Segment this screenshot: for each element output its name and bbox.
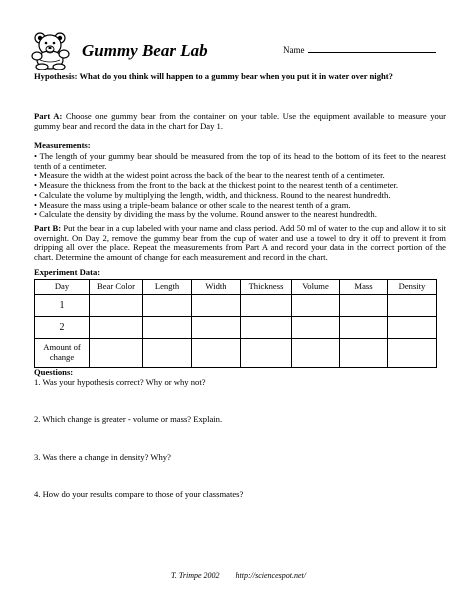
part-b xyxy=(34,224,446,263)
measurement-item: • Measure the mass using a triple-beam balance or other scale to the nearest tenth of a gram. xyxy=(34,199,351,210)
questions-heading: Questions: xyxy=(34,367,74,377)
question-item: 1. Was your hypothesis correct? Why or why not? xyxy=(34,377,206,387)
column-header: Width xyxy=(192,280,241,295)
measurement-item: • The length of your gummy bear should be measured from the top of its head to the bottom of its feet to the nearest tenth of a centimeter. xyxy=(34,151,446,171)
table-cell[interactable] xyxy=(90,317,143,339)
column-header: Thickness xyxy=(241,280,292,295)
part-a-label: Part A: xyxy=(34,111,63,121)
part-a xyxy=(34,112,446,131)
table-cell[interactable] xyxy=(90,339,143,368)
question-item: 2. Which change is greater - volume or mass? Explain. xyxy=(34,414,223,424)
table-cell[interactable] xyxy=(241,339,292,368)
table-cell[interactable] xyxy=(241,317,292,339)
page-title: Gummy Bear Lab xyxy=(82,41,208,60)
column-header: Length xyxy=(143,280,192,295)
day-label: 2 xyxy=(35,317,90,339)
change-label xyxy=(35,339,90,368)
column-header: Density xyxy=(388,280,437,295)
hypothesis: Hypothesis: What do you think will happen to a gummy bear when you put it in water over night? xyxy=(34,71,393,81)
table-cell[interactable] xyxy=(241,295,292,317)
table-cell[interactable] xyxy=(388,317,437,339)
name-label: Name xyxy=(283,45,305,55)
table-cell[interactable] xyxy=(340,317,388,339)
gummy-bear-icon xyxy=(30,30,74,70)
table-cell[interactable] xyxy=(292,295,340,317)
table-cell[interactable] xyxy=(143,295,192,317)
table-cell[interactable] xyxy=(292,317,340,339)
column-header: Mass xyxy=(340,280,388,295)
measurement-item: • Measure the width at the widest point across the back of the bear to the nearest tenth of a centimeter. xyxy=(34,170,385,181)
measurements-heading: Measurements: xyxy=(34,140,91,150)
table-row-change xyxy=(35,339,437,368)
experiment-table xyxy=(34,279,437,368)
table-cell[interactable] xyxy=(292,339,340,368)
change-label-line1: Amount of xyxy=(43,342,81,353)
table-cell[interactable] xyxy=(143,339,192,368)
name-line[interactable] xyxy=(308,44,436,53)
column-header: Bear Color xyxy=(90,280,143,295)
footer xyxy=(171,571,322,580)
table-cell[interactable] xyxy=(192,339,241,368)
measurement-item: • Measure the thickness from the front to the back at the thickest point to the nearest tenth of a centimeter. xyxy=(34,180,399,191)
part-a-text: Choose one gummy bear from the container on your table. Use the equipment available to measure your gummy bear and record the data in the chart for Day 1. xyxy=(34,111,447,131)
table-cell[interactable] xyxy=(192,317,241,339)
table-cell[interactable] xyxy=(340,339,388,368)
table-row xyxy=(35,295,437,317)
table-cell[interactable] xyxy=(388,339,437,368)
table-row xyxy=(35,317,437,339)
day-label: 1 xyxy=(35,295,90,317)
table-header-row xyxy=(35,280,437,295)
footer-url[interactable]: http://sciencespot.net/ xyxy=(235,571,306,580)
table-cell[interactable] xyxy=(192,295,241,317)
table-cell[interactable] xyxy=(340,295,388,317)
column-header: Volume xyxy=(292,280,340,295)
question-item: 4. How do your results compare to those of your classmates? xyxy=(34,489,244,499)
table-cell[interactable] xyxy=(388,295,437,317)
change-label-line2: change xyxy=(49,352,75,362)
column-header: Day xyxy=(35,280,90,295)
footer-author: T. Trimpe 2002 xyxy=(171,571,220,580)
part-b-text: Put the bear in a cup labeled with your name and class period. Add 50 ml of water to the cup and allow it to sit overnight. On Day 2, remove the gummy bear from the cup of water and use a towel to dry it off to prevent it from dripping all over the place. Repeat the measurements from Part A and record your data in the correct portion of the chart. Determine the amount of change for each measurement and record in the chart. xyxy=(34,223,446,263)
table-cell[interactable] xyxy=(90,295,143,317)
measurement-item: • Calculate the volume by multiplying the length, width, and thickness. Round to the nearest hundredth. xyxy=(34,189,391,200)
part-b-label: Part B: xyxy=(34,223,62,233)
measurements-list xyxy=(34,152,446,220)
measurement-item: • Calculate the density by dividing the mass by the volume. Round answer to the nearest hundredth. xyxy=(34,209,377,220)
name-field[interactable] xyxy=(283,44,436,55)
table-cell[interactable] xyxy=(143,317,192,339)
question-item: 3. Was there a change in density? Why? xyxy=(34,452,171,462)
experiment-heading: Experiment Data: xyxy=(34,267,101,277)
